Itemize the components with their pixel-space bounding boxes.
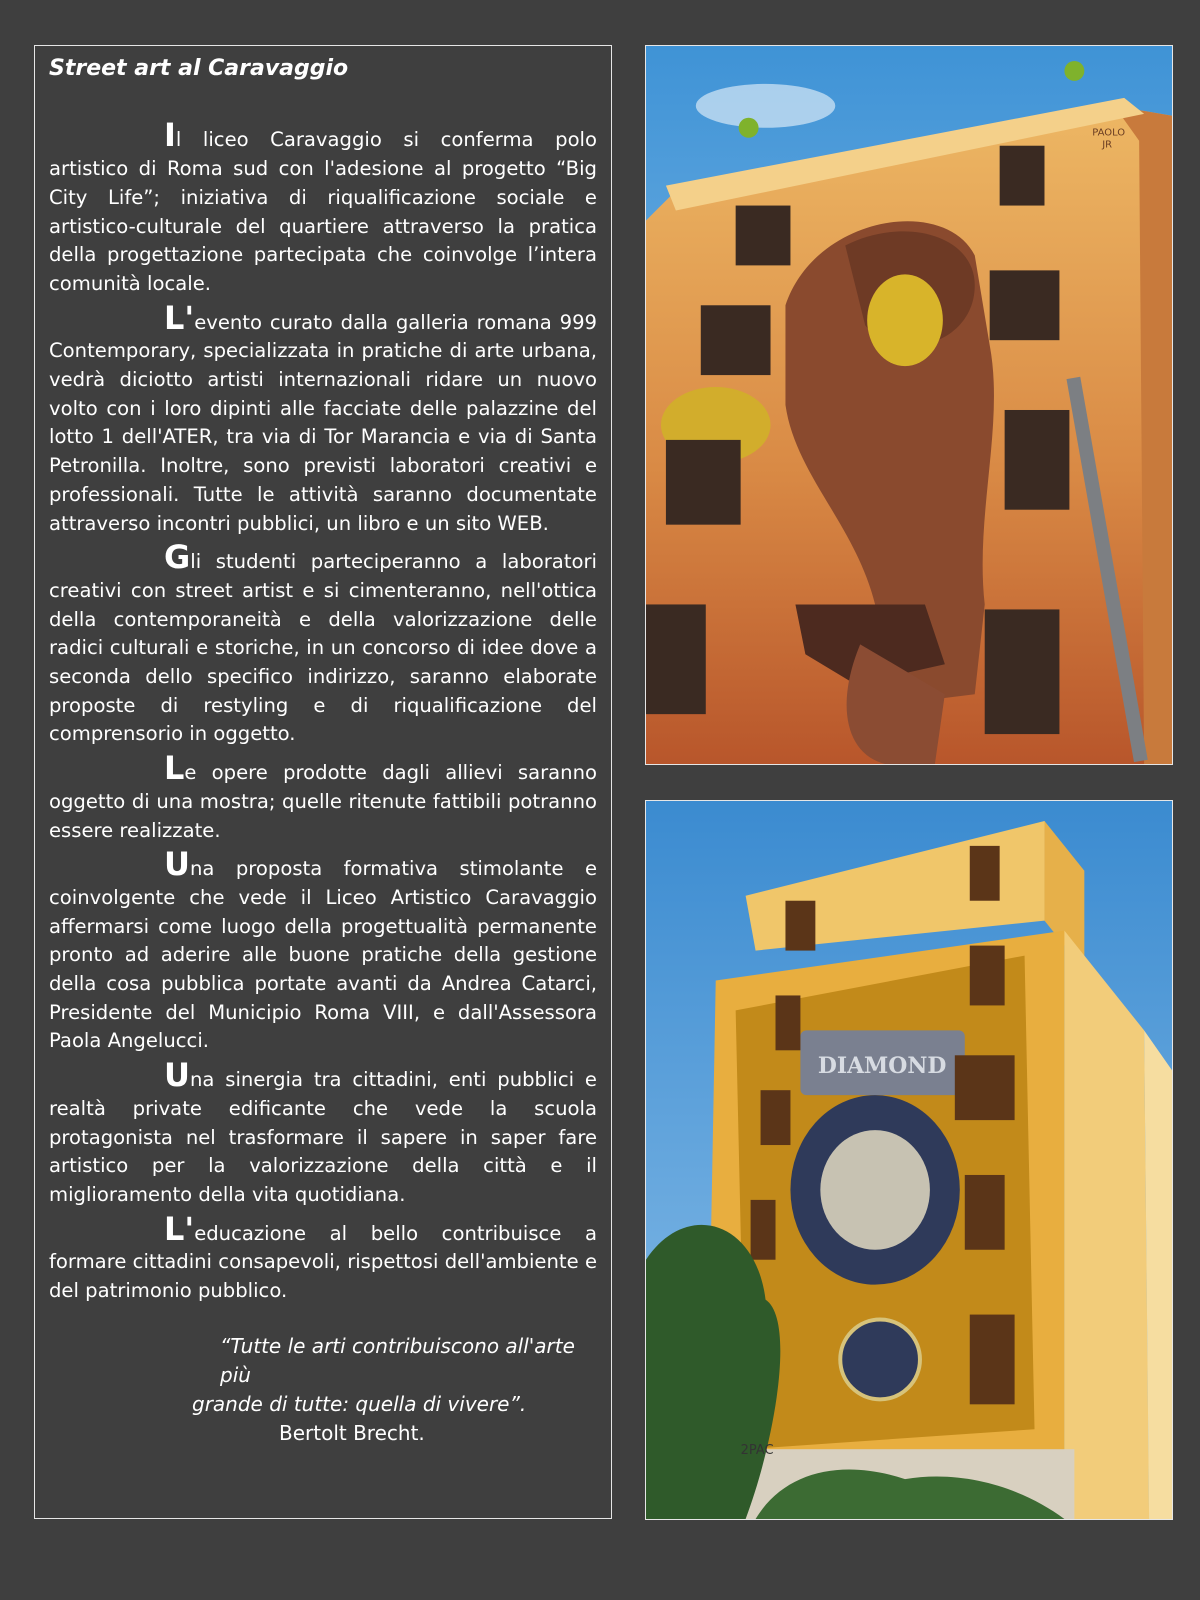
- paragraph-3: [49, 538, 597, 749]
- window: [1005, 410, 1070, 510]
- plant: [1064, 61, 1084, 81]
- mural-photo-wrestler: [645, 45, 1173, 765]
- quote-line-2: grande di tutte: quella di vivere”.: [192, 1391, 527, 1416]
- paragraph-7: [49, 1209, 597, 1306]
- window: [965, 1175, 1005, 1250]
- cloud: [696, 84, 835, 128]
- mural-banner-text: DIAMOND: [817, 1053, 947, 1080]
- paragraph-text: educazione al bello contribuisce a formare cittadini consapevoli, rispettosi dell'ambiente e del patrimonio pubblico.: [49, 1221, 597, 1303]
- paragraph-2: [49, 298, 597, 539]
- window: [701, 305, 771, 375]
- quote-line-1: “Tutte le arti contribuiscono all'arte più: [220, 1333, 575, 1387]
- paragraph-text: na proposta formativa stimolante e coinvolgente che vede il Liceo Artistico Caravaggio affermarsi come luogo della progettualità permanente pronto ad aderire alle buone pratiche della gestione della cosa pubblica portate avanti da Andrea Catarci, Presidente del Municipio Roma VIII, e dall'Assessora Paola Angelucci.: [49, 857, 597, 1053]
- graffiti-tag: 2PAC: [740, 1443, 774, 1459]
- mural-face: [820, 1130, 930, 1250]
- window: [761, 1090, 791, 1145]
- paragraph-text: na sinergia tra cittadini, enti pubblici e realtà private edificante che vede la scuola protagonista nel trasformare il sapere in saper fare artistico per la valorizzazione della città e il miglioramento della vita quotidiana.: [49, 1068, 597, 1206]
- window: [970, 1315, 1015, 1405]
- quote-author: Bertolt Brecht.: [279, 1420, 425, 1445]
- signature-line-2: JR: [1102, 139, 1113, 151]
- paragraph-text: l liceo Caravaggio si conferma polo artistico di Roma sud con l'adesione al progetto “Big City Life”; iniziativa di riqualificazione sociale e artistico-culturale del quartiere attraverso la pratica della progettazione partecipata che coinvolge l’intera comunità locale.: [49, 128, 597, 295]
- drop-cap: L: [164, 749, 185, 788]
- drop-cap: L': [164, 298, 195, 337]
- drop-cap: I: [164, 116, 176, 155]
- drop-cap: U: [164, 845, 190, 884]
- window: [646, 604, 706, 714]
- wrestler-mask: [867, 274, 943, 366]
- window: [985, 609, 1060, 734]
- window: [736, 206, 791, 266]
- mural-photo-diamond: [645, 800, 1173, 1520]
- diamond-mural-illustration: [646, 801, 1172, 1519]
- paragraph-4: [49, 749, 597, 845]
- paragraph-text: e opere prodotte dagli allievi saranno oggetto di una mostra; quelle ritenute fattibili potranno essere realizzate.: [49, 761, 597, 842]
- article-body: [49, 116, 597, 1305]
- plant: [739, 118, 759, 138]
- window: [666, 440, 741, 525]
- drop-cap: G: [164, 538, 191, 577]
- closing-quote: [49, 1332, 597, 1448]
- paragraph-5: [49, 845, 597, 1056]
- window: [776, 995, 801, 1050]
- paragraph-6: [49, 1056, 597, 1210]
- paragraph-1: [49, 116, 597, 298]
- window: [990, 270, 1060, 340]
- window: [785, 901, 815, 951]
- article-panel: [34, 45, 612, 1519]
- window: [1000, 146, 1045, 206]
- paragraph-text: li studenti parteciperanno a laboratori creativi con street artist e si cimenteranno, nell'ottica della contemporaneità e della valorizzazione delle radici culturali e storiche, in un concorso di idee dove a seconda dello specifico indirizzo, saranno elaborate proposte di restyling e di riqualificazione del comprensorio in oggetto.: [49, 550, 597, 746]
- drop-cap: U: [164, 1056, 190, 1095]
- mural-medallion: [840, 1320, 920, 1400]
- paragraph-text: evento curato dalla galleria romana 999 Contemporary, specializzata in pratiche di arte urbana, vedrà diciotto artisti internazionali ridare un nuovo volto con i loro dipinti alle facciate delle palazzine del lotto 1 dell'ATER, tra via di Tor Marancia e via di Santa Petronilla. Inoltre, sono previsti laboratori creativi e professionali. Tutte le attività saranno documentate attraverso incontri pubblici, un libro e un sito WEB.: [49, 310, 597, 535]
- wrestler-mural-illustration: [646, 46, 1172, 764]
- article-title: Street art al Caravaggio: [49, 56, 349, 81]
- window: [955, 1055, 1015, 1120]
- window: [751, 1200, 776, 1260]
- drop-cap: L': [164, 1209, 195, 1248]
- window: [970, 946, 1005, 1006]
- window: [970, 846, 1000, 901]
- signature-line-1: PAOLO: [1092, 127, 1126, 139]
